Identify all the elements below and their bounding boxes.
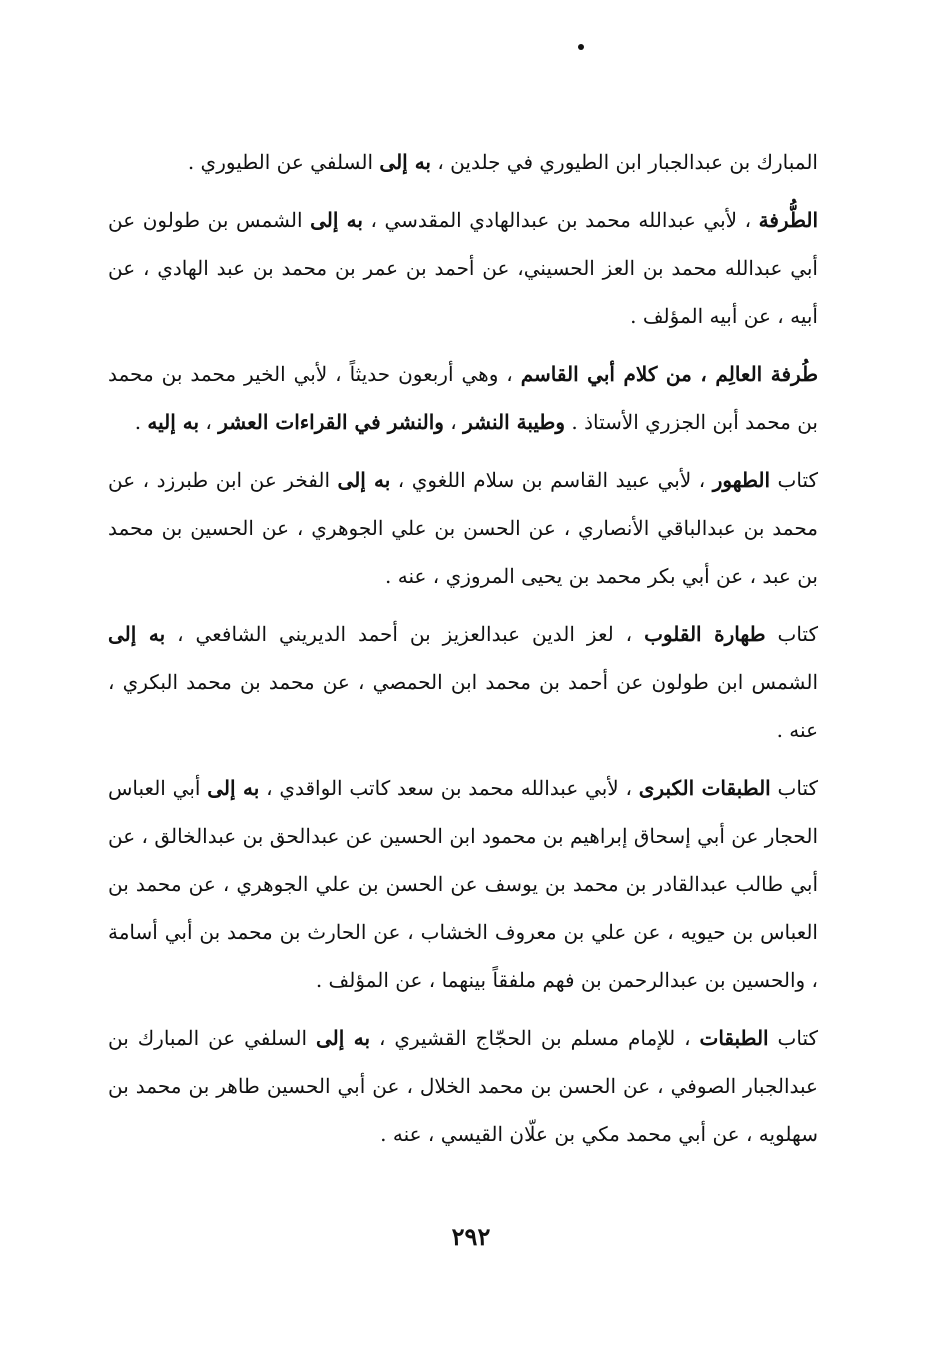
paragraph-text: ، لأبي عبدالله محمد بن عبدالهادي المقدسي ، xyxy=(362,208,759,232)
paragraph-text: كتاب xyxy=(770,776,819,800)
paragraph-text-bold: به إلى xyxy=(379,150,431,174)
paragraph-1 xyxy=(108,138,818,186)
paragraph-text-bold: به إلى xyxy=(337,468,391,492)
paragraph-text: السلفي عن الطيوري . xyxy=(187,150,380,174)
paragraph-text: كتاب xyxy=(770,468,819,492)
paragraph-text: الشمس بن طولون عن أبي عبدالله محمد بن العز الحسيني، عن أحمد بن عمر بن محمد بن عبد الهادي ، عن أبيه ، عن أبيه المؤلف . xyxy=(108,208,818,328)
paragraph-text: المبارك بن عبدالجبار ابن الطيوري في جلدين ، xyxy=(431,150,818,174)
book-title: طُرفة العالِم ، من كلام أبي القاسم xyxy=(520,362,819,386)
paragraph-text-bold: به إلى xyxy=(315,1026,371,1050)
book-title: الطهور xyxy=(712,468,771,492)
paragraph-text: كتاب xyxy=(768,1026,819,1050)
paragraph-text: ، لأبي عبيد القاسم بن سلام اللغوي ، xyxy=(390,468,713,492)
paragraph-text: الشمس ابن طولون عن أحمد بن محمد ابن الحمصي ، عن محمد بن محمد البكري ، عنه . xyxy=(108,670,818,742)
book-title: طهارة القلوب xyxy=(644,622,766,646)
paragraph-2 xyxy=(108,196,818,340)
paragraph-text-bold: به إليه xyxy=(147,410,200,434)
paragraph-text-bold: به إلى xyxy=(207,776,260,800)
page-body xyxy=(108,138,818,1168)
paragraph-text-bold: به إلى xyxy=(108,622,166,646)
book-title: الطُّرفة xyxy=(758,208,819,232)
book-title: الطبقات الكبرى xyxy=(638,776,771,800)
paragraph-text: السلفي عن المبارك بن عبدالجبار الصوفي ، عن الحسن بن محمد الخلال ، عن أبي الحسين طاهر بن محمد بن سهلويه ، عن أبي محمد مكي بن علّان القيسي ، عنه . xyxy=(108,1026,818,1146)
top-dot-mark xyxy=(578,44,584,50)
book-title: وطيبة النشر xyxy=(463,410,565,434)
paragraph-text: ، لأبي عبدالله محمد بن سعد كاتب الواقدي ، xyxy=(259,776,639,800)
paragraph-text: ، للإمام مسلم بن الحجّاج القشيري ، xyxy=(370,1026,700,1050)
paragraph-7 xyxy=(108,1014,818,1158)
paragraph-text: كتاب xyxy=(765,622,818,646)
paragraph-6 xyxy=(108,764,818,1004)
paragraph-3 xyxy=(108,350,818,446)
book-title: والنشر في القراءات العشر xyxy=(218,410,444,434)
paragraph-text-bold: به إلى xyxy=(310,208,363,232)
book-title: الطبقات xyxy=(699,1026,769,1050)
paragraph-text: أبي العباس الحجار عن أبي إسحاق إبراهيم بن محمود ابن الحسين عن عبدالحق بن عبدالخالق ، عن أبي طالب عبدالقادر بن محمد بن يوسف عن الحسن بن علي الجوهري ، عن محمد بن العباس بن حيويه ، عن علي بن معروف الخشاب ، عن الحارث بن محمد بن أبي أسامة ، والحسين بن عبدالرحمن بن فهم ملفقاً بينهما ، عن المؤلف . xyxy=(107,776,818,992)
paragraph-text: . xyxy=(134,410,148,434)
page-number: ٢٩٢ xyxy=(451,1222,491,1251)
paragraph-text: ، لعز الدين عبدالعزيز بن أحمد الديريني الشافعي ، xyxy=(165,622,645,646)
paragraph-text: ، xyxy=(199,410,219,434)
paragraph-5 xyxy=(108,610,818,754)
paragraph-text: ، وهي أربعون حديثاً ، لأبي الخير محمد بن محمد بن محمد أبن الجزري الأستاذ . xyxy=(108,362,818,434)
paragraph-text: الفخر عن ابن طبرزد ، عن محمد بن عبدالباقي الأنصاري ، عن الحسن بن علي الجوهري ، عن الحسين بن محمد بن عبد ، عن أبي بكر محمد بن يحيى المروزي ، عنه . xyxy=(108,468,818,588)
paragraph-text: ، xyxy=(443,410,464,434)
paragraph-4 xyxy=(108,456,818,600)
